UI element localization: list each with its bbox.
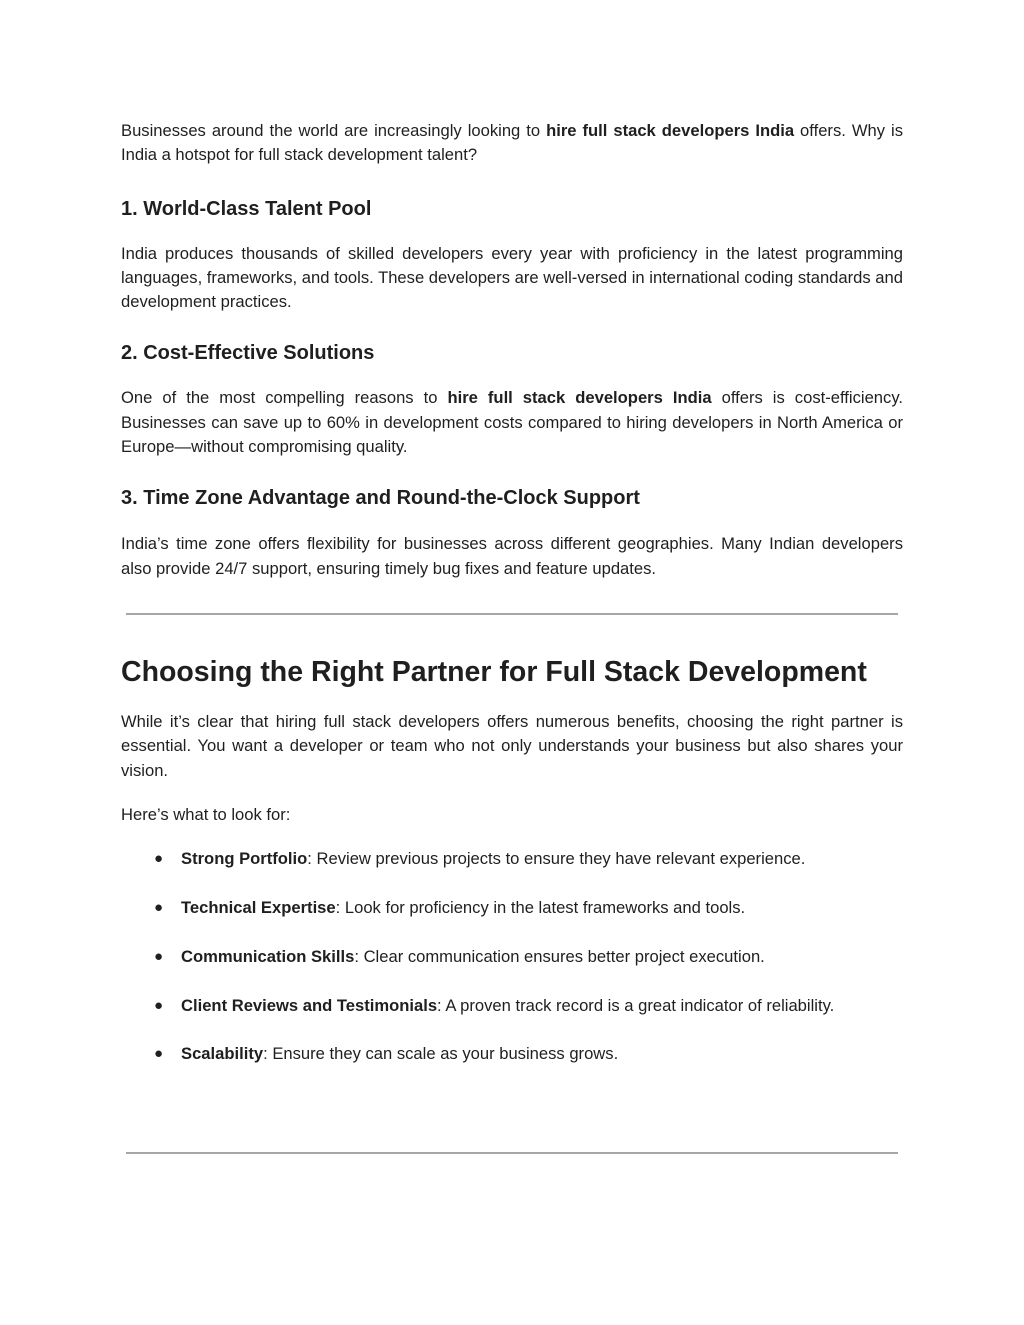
- bullet-icon: ●: [154, 996, 164, 1014]
- section-2-text-start: One of the most compelling reasons to: [121, 388, 448, 408]
- bullet-icon: ●: [154, 1045, 164, 1063]
- list-item: [121, 1042, 903, 1066]
- list-item: [121, 994, 903, 1018]
- horizontal-divider: [126, 613, 898, 615]
- list-item-label: Communication Skills: [181, 946, 355, 966]
- list-item-text: : Ensure they can scale as your business grows.: [263, 1044, 619, 1064]
- partner-body: While it’s clear that hiring full stack developers offers numerous benefits, choosing the right partner is essential. You want a developer or team who not only understands your business but also shares your vision.: [121, 712, 903, 780]
- list-item-text: : Review previous projects to ensure they have relevant experience.: [307, 849, 806, 869]
- list-item: [121, 896, 903, 920]
- list-item: [121, 945, 903, 969]
- list-item-text: : Clear communication ensures better project execution.: [354, 946, 765, 966]
- list-item-label: Client Reviews and Testimonials: [181, 995, 438, 1015]
- article-partner-section: [121, 654, 903, 1091]
- article-top: [121, 119, 903, 581]
- list-item-label: Technical Expertise: [181, 897, 336, 917]
- section-2-body: [121, 386, 903, 459]
- section-2-bold: hire full stack developers India: [447, 388, 712, 408]
- lookfor-text: Here’s what to look for:: [121, 804, 291, 824]
- intro-paragraph: [121, 119, 903, 168]
- list-item: [121, 847, 903, 871]
- intro-text-end: offers. Why is India a hotspot for full stack development talent?: [121, 121, 903, 165]
- section-1-heading: 1. World-Class Talent Pool: [121, 197, 372, 220]
- section-1-body: India produces thousands of skilled developers every year with proficiency in the latest programming languages, frameworks, and tools. These developers are well-versed in international coding standards and development practices.: [121, 243, 903, 312]
- section-2-heading: 2. Cost-Effective Solutions: [121, 342, 375, 365]
- list-item-label: Strong Portfolio: [181, 849, 308, 869]
- bullet-icon: ●: [154, 898, 164, 916]
- bullet-icon: ●: [154, 850, 164, 868]
- partner-heading: Choosing the Right Partner for Full Stack Development: [121, 656, 867, 688]
- section-3-body: India’s time zone offers flexibility for businesses across different geographies. Many Indian developers also provide 24/7 support, ensuring timely bug fixes and feature updates.: [121, 534, 903, 578]
- list-item-label: Scalability: [181, 1044, 264, 1064]
- section-2-text-end: offers is cost-efficiency. Businesses can save up to 60% in development costs compared to hiring developers in North America or Europe—without compromising quality.: [121, 388, 903, 457]
- criteria-list: [121, 847, 903, 1066]
- section-3-heading: 3. Time Zone Advantage and Round-the-Clock Support: [121, 487, 640, 510]
- intro-bold-link: hire full stack developers India: [546, 121, 795, 140]
- intro-text-start: Businesses around the world are increasingly looking to: [121, 121, 547, 140]
- list-item-text: : A proven track record is a great indicator of reliability.: [437, 995, 835, 1015]
- bullet-icon: ●: [154, 947, 164, 965]
- horizontal-divider: [126, 1152, 898, 1154]
- list-item-text: : Look for proficiency in the latest frameworks and tools.: [335, 897, 746, 917]
